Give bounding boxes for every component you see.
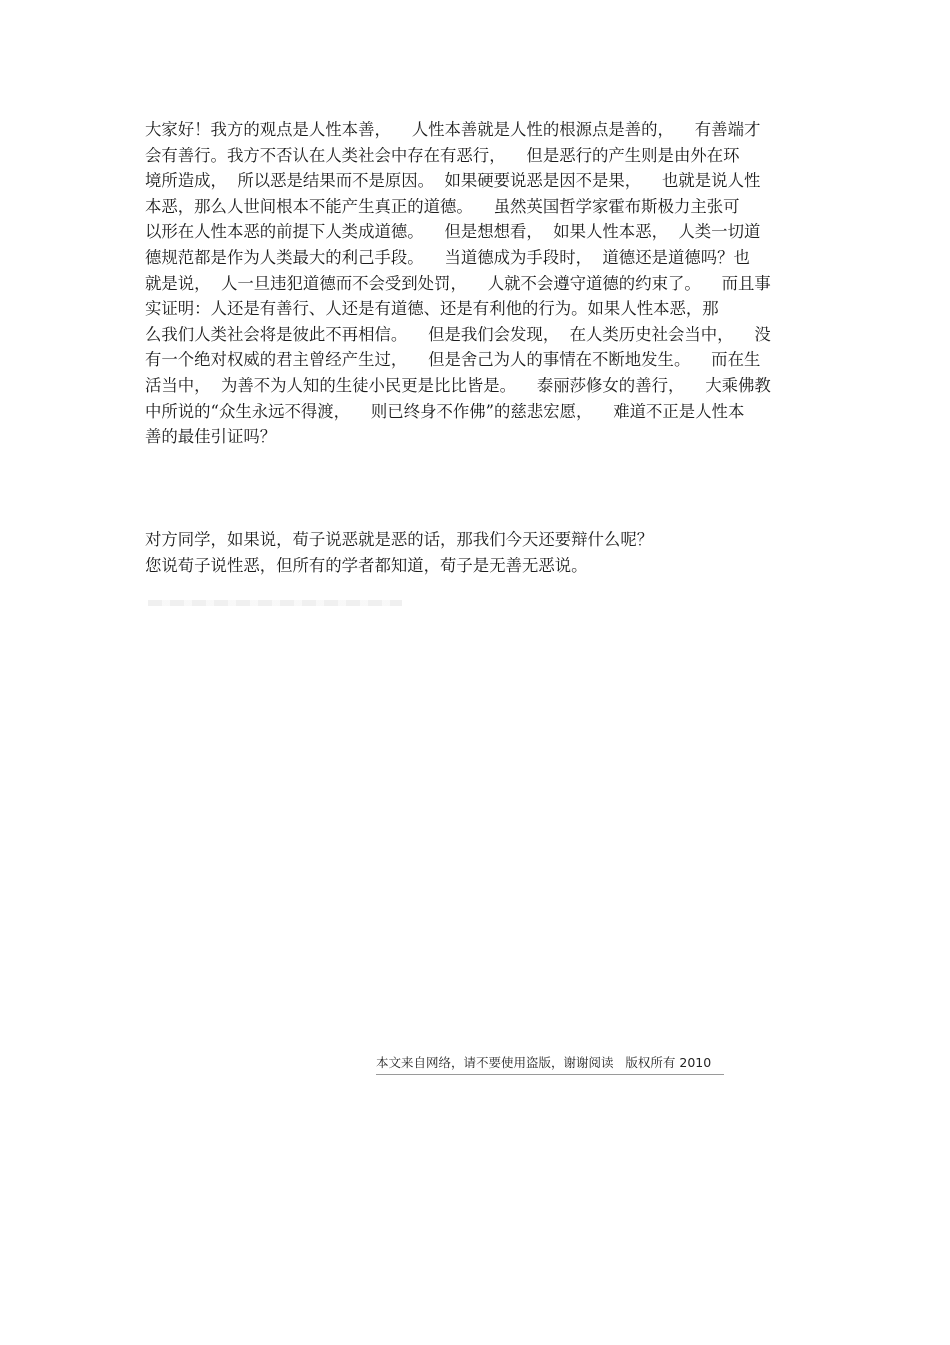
paragraph-line: 大家好！我方的观点是人性本善， 人性本善就是人性的根源点是善的， 有善端才 — [145, 120, 761, 139]
opening-statement-paragraph — [145, 117, 809, 450]
faint-scan-artifact — [148, 600, 402, 606]
paragraph-line: 本恶，那么人世间根本不能产生真正的道德。 虽然英国哲学家霍布斯极力主张可 — [145, 196, 740, 216]
paragraph-line: 实证明：人还是有善行、人还是有道德、还是有利他的行为。如果人性本恶，那 — [145, 299, 719, 319]
rebuttal-paragraph — [145, 527, 809, 578]
paragraph-line: 您说荀子说性恶，但所有的学者都知道，荀子是无善无恶说。 — [145, 555, 588, 575]
paragraph-line: 活当中， 为善不为人知的生徒小民更是比比皆是。 泰丽莎修女的善行， 大乘佛教 — [145, 375, 771, 395]
paragraph-line: 么我们人类社会将是彼此不再相信。 但是我们会发现， 在人类历史社会当中， 没 — [145, 324, 771, 344]
paragraph-line: 会有善行。我方不否认在人类社会中存在有恶行， 但是恶行的产生则是由外在环 — [145, 145, 740, 165]
paragraph-line: 有一个绝对权威的君主曾经产生过， 但是舍己为人的事情在不断地发生。 而在生 — [145, 350, 761, 370]
paragraph-line: 善的最佳引证吗？ — [145, 427, 277, 447]
paragraph-line: 对方同学，如果说，荀子说恶就是恶的话，那我们今天还要辩什么呢？ — [145, 530, 654, 549]
paragraph-line: 境所造成， 所以恶是结果而不是原因。 如果硬要说恶是因不是果， 也就是说人性 — [145, 171, 761, 191]
paragraph-line: 德规范都是作为人类最大的利己手段。 当道德成为手段时， 道德还是道德吗？也 — [145, 247, 750, 267]
copyright-footer-note: 本文来自网络，请不要使用盗版，谢谢阅读 版权所有 2010 — [376, 1054, 724, 1075]
paragraph-line: 就是说， 人一旦违犯道德而不会受到处罚， 人就不会遵守道德的约束了。 而且事 — [145, 273, 771, 293]
paragraph-line: 中所说的“众生永远不得渡， 则已终身不作佛”的慈悲宏愿， 难道不正是人性本 — [145, 401, 745, 421]
paragraph-line: 以形在人性本恶的前提下人类成道德。 但是想想看， 如果人性本恶， 人类一切道 — [145, 222, 761, 242]
